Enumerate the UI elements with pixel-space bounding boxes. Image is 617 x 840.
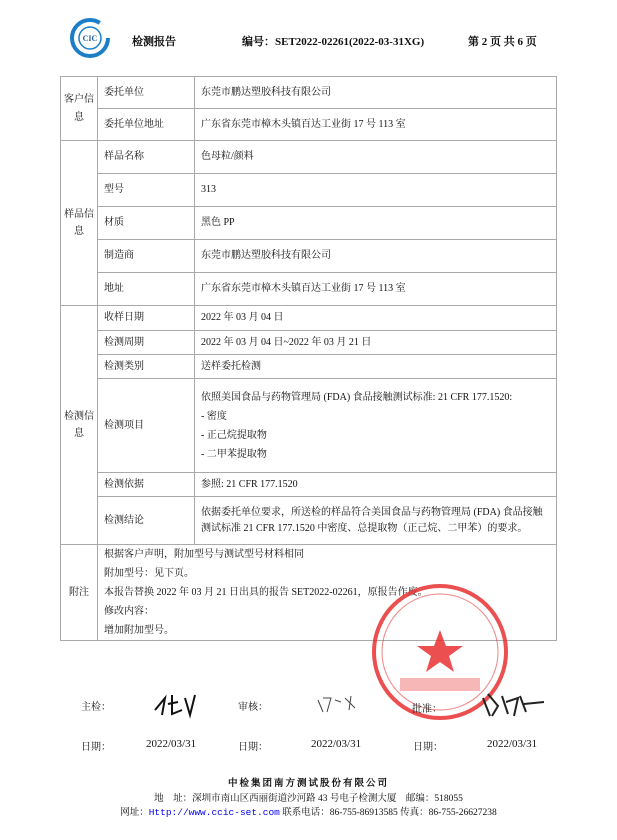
inspector-signature xyxy=(150,690,200,720)
approver-signature xyxy=(478,688,548,722)
field-label: 检测结论 xyxy=(98,497,195,545)
field-value: 广东省东莞市樟木头镇百达工业街 17 号 113 室 xyxy=(195,273,557,306)
reviewer-signature xyxy=(315,690,365,720)
group-client: 客户信息 xyxy=(61,77,98,141)
field-value: 东莞市鹏达塑胶科技有限公司 xyxy=(195,77,557,109)
website-link[interactable]: Http://www.ccic-set.com xyxy=(148,807,280,818)
field-value: 2022 年 03 月 04 日~2022 年 03 月 21 日 xyxy=(195,331,557,355)
footer-contact: 网址：Http://www.ccic-set.com 联系电话：86-755-86913585 传真：86-755-26627238 xyxy=(120,807,497,818)
field-label: 委托单位 xyxy=(98,77,195,109)
date-label: 日期： xyxy=(81,742,111,753)
field-value: 黑色 PP xyxy=(195,207,557,240)
group-sample: 样品信息 xyxy=(61,141,98,306)
field-label: 收样日期 xyxy=(98,306,195,331)
approver-date: 2022/03/31 xyxy=(487,738,538,750)
field-label: 型号 xyxy=(98,174,195,207)
date-label: 日期： xyxy=(238,742,268,753)
field-label: 检测周期 xyxy=(98,331,195,355)
field-value: 依据委托单位要求，所送检的样品符合美国食品与药物管理局 (FDA) 食品接触测试标准 21 CFR 177.1520 中密度、总提取物（正己烷、二甲苯）的要求。 xyxy=(195,497,557,545)
approver-label: 批准： xyxy=(412,704,442,715)
field-label: 委托单位地址 xyxy=(98,109,195,141)
field-value: 2022 年 03 月 04 日 xyxy=(195,306,557,331)
svg-text:CIC: CIC xyxy=(82,34,98,43)
field-value: 广东省东莞市樟木头镇百达工业街 17 号 113 室 xyxy=(195,109,557,141)
page-number: 第 2 页 共 6 页 xyxy=(468,36,537,48)
reviewer-date: 2022/03/31 xyxy=(311,738,362,750)
notes: 根据客户声明，附加型号与测试型号材料相同 附加型号：见下页。 本报告替换 2022 年 03 月 21 日出具的报告 SET2022-02261，原报告作废。 修改内容： 增加附加型号。 xyxy=(98,545,557,641)
field-value: 参照: 21 CFR 177.1520 xyxy=(195,473,557,497)
date-label: 日期： xyxy=(413,742,443,753)
field-label: 检测类别 xyxy=(98,355,195,379)
doc-title: 检测报告 xyxy=(132,36,176,48)
field-label: 检测项目 xyxy=(98,379,195,473)
field-label: 检测依据 xyxy=(98,473,195,497)
inspector-date: 2022/03/31 xyxy=(146,738,197,750)
field-label: 样品名称 xyxy=(98,141,195,174)
field-label: 地址 xyxy=(98,273,195,306)
page-header xyxy=(0,20,617,60)
inspector-label: 主检： xyxy=(81,702,111,713)
field-value: 色母粒/颜料 xyxy=(195,141,557,174)
field-label: 材质 xyxy=(98,207,195,240)
footer-company: 中检集团南方测试股份有限公司 xyxy=(227,779,389,789)
field-value: 东莞市鹏达塑胶科技有限公司 xyxy=(195,240,557,273)
field-value: 313 xyxy=(195,174,557,207)
field-label: 制造商 xyxy=(98,240,195,273)
footer-address: 地 址：深圳市南山区西丽街道沙河路 43 号电子检测大厦 邮编：518055 xyxy=(154,794,463,804)
reviewer-label: 审核： xyxy=(238,702,268,713)
report-table xyxy=(60,76,557,641)
field-value: 送样委托检测 xyxy=(195,355,557,379)
report-number: 编号：SET2022-02261(2022-03-31XG) xyxy=(242,36,425,48)
group-note: 附注 xyxy=(61,545,98,641)
group-test: 检测信息 xyxy=(61,306,98,545)
test-items: 依照美国食品与药物管理局 (FDA) 食品接触测试标准: 21 CFR 177.1520: - 密度 - 正己烷提取物 - 二甲苯提取物 xyxy=(195,379,557,473)
